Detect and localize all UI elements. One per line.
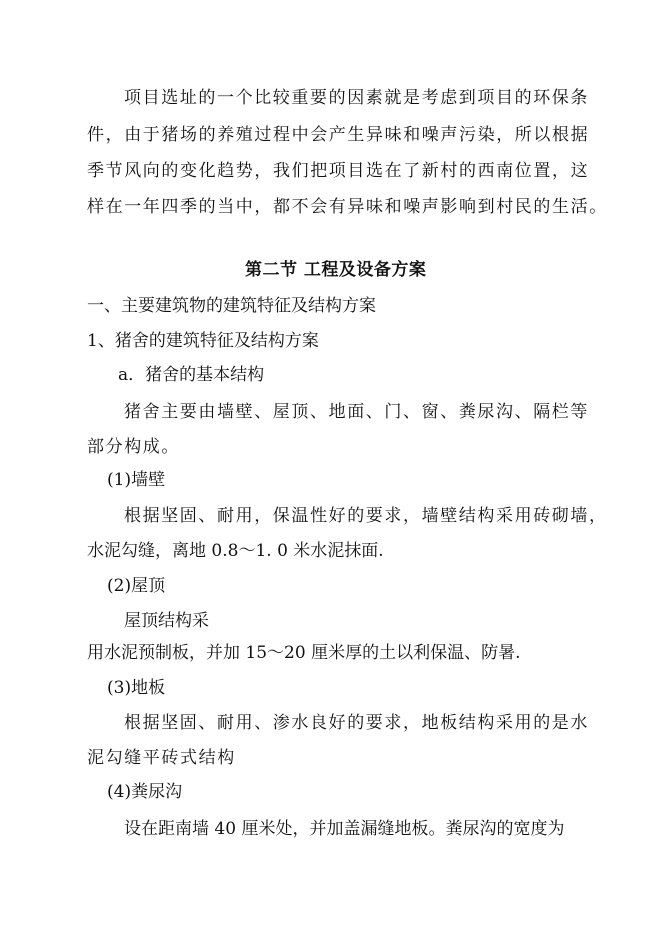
sub-a-para-line-1: 猪舍主要由墙壁、屋顶、地面、门、窗、粪尿沟、隔栏等 xyxy=(124,402,589,422)
heading-1: 一、主要建筑物的建筑特征及结构方案 xyxy=(87,296,376,316)
section-title: 第二节 工程及设备方案 xyxy=(245,260,427,280)
item-1-label: (1)墙壁 xyxy=(107,470,166,490)
sub-heading-a: a．猪舍的基本结构 xyxy=(118,365,265,385)
item-3-line-1: 根据坚固、耐用、渗水良好的要求，地板结构采用的是水 xyxy=(124,713,589,733)
item-2-label: (2)屋顶 xyxy=(107,576,166,596)
intro-line-2: 件，由于猪场的养殖过程中会产生异味和噪声污染，所以根据 xyxy=(87,125,590,145)
item-1-line-1: 根据坚固、耐用，保温性好的要求，墙壁结构采用砖砌墙， xyxy=(124,506,608,526)
item-3-line-2: 泥勾缝平砖式结构 xyxy=(87,748,236,768)
item-3-label: (3)地板 xyxy=(107,678,166,698)
item-1-line-2: 水泥勾缝，离地 0.8～1. 0 米水泥抹面. xyxy=(87,541,384,561)
item-4-label: (4)粪尿沟 xyxy=(107,782,183,802)
intro-line-3: 季节风向的变化趋势，我们把项目选在了新村的西南位置，这 xyxy=(87,161,590,181)
item-4-line-1: 设在距南墙 40 厘米处，并加盖漏缝地板。粪尿沟的宽度为 xyxy=(124,819,565,839)
intro-line-1: 项目选址的一个比较重要的因素就是考虑到项目的环保条 xyxy=(124,88,589,108)
heading-1-1: 1、猪舍的建筑特征及结构方案 xyxy=(87,331,319,351)
item-2-line-1: 屋顶结构采 xyxy=(124,611,209,631)
sub-a-para-line-2: 部分构成。 xyxy=(87,437,180,457)
intro-line-4: 样在一年四季的当中，都不会有异味和噪声影响到村民的生活。 xyxy=(87,197,608,217)
item-2-line-2: 用水泥预制板，并加 15～20 厘米厚的土以利保温、防暑. xyxy=(87,643,521,663)
